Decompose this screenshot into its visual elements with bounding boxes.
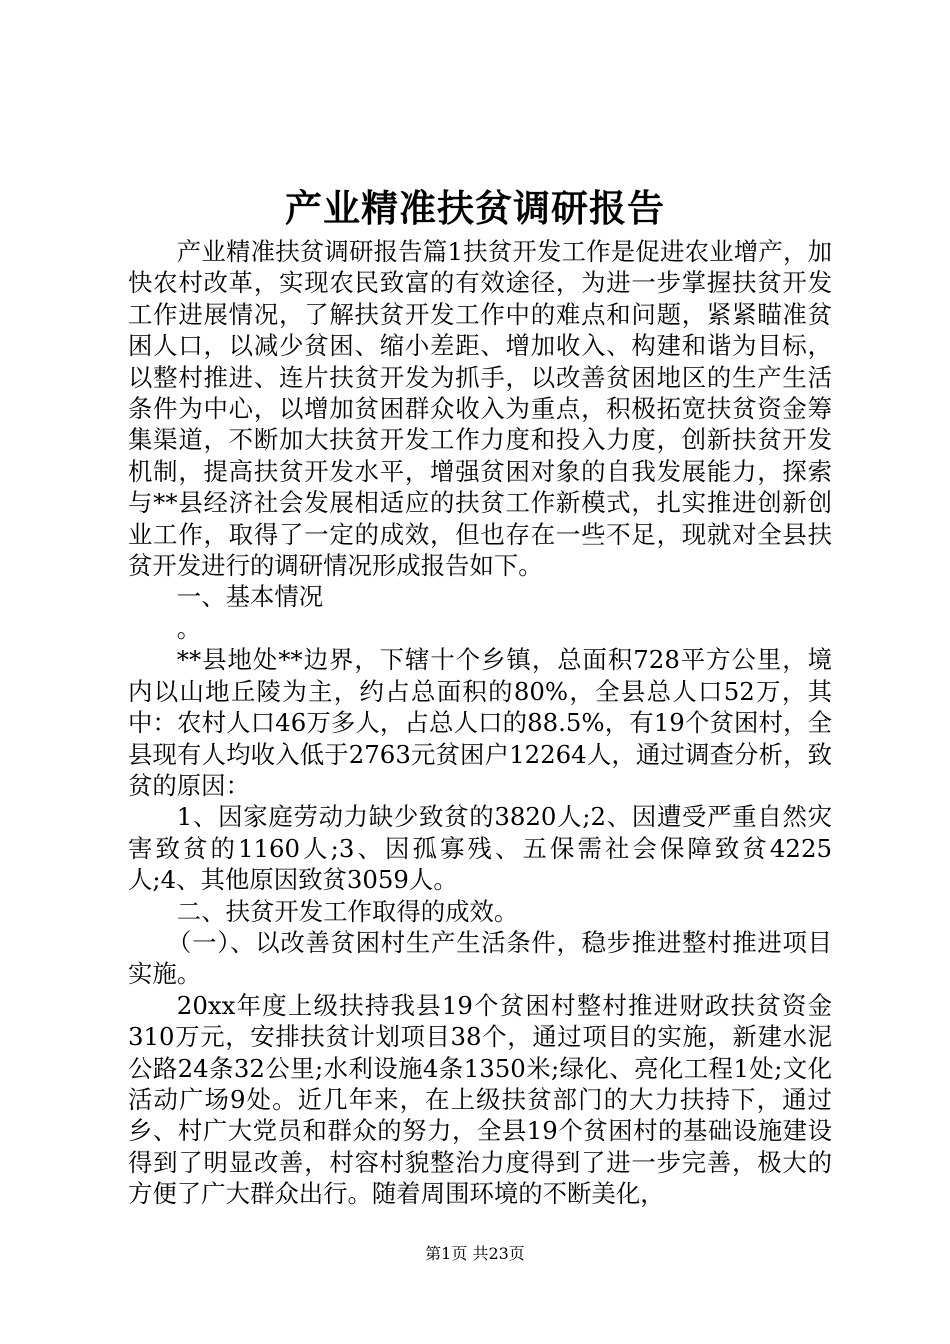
paragraph-funding-projects: 20xx年度上级扶持我县19个贫困村整村推进财政扶贫资金310万元，安排扶贫计划项目38个，通过项目的实施，新建水泥公路24条32公里;水利设施4条1350米;绿化、亮化工程1处;文化活动广场9处。近几年来，在上级扶贫部门的大力扶持下，通过乡、村广大党员和群众的努力，全县19个贫困村的基础设施建设得到了明显改善，村容村貌整治力度得到了进一步完善，极大的方便了广大群众出行。随着周围环境的不断美化， [128,990,832,1209]
paragraph-period: 。 [176,613,202,643]
heading-basic-situation: 一、基本情况 [176,582,324,612]
paragraph-intro: 产业精准扶贫调研报告篇1扶贫开发工作是促进农业增产，加快农村改革，实现农民致富的有效途径，为进一步掌握扶贫开发工作进展情况，了解扶贫开发工作中的难点和问题，紧紧瞄准贫困人口，以减少贫困、缩小差距、增加收入、构建和谐为目标，以整村推进、连片扶贫开发为抓手，以改善贫困地区的生产生活条件为中心，以增加贫困群众收入为重点，积极拓宽扶贫资金筹集渠道，不断加大扶贫开发工作力度和投入力度，创新扶贫开发机制，提高扶贫开发水平，增强贫困对象的自我发展能力，探索与**县经济社会发展相适应的扶贫工作新模式，扎实推进创新创业工作，取得了一定的成效，但也存在一些不足，现就对全县扶贫开发进行的调研情况形成报告如下。 [128,237,832,581]
document-title: 产业精准扶贫调研报告 [285,186,665,230]
paragraph-county-overview: **县地处**边界，下辖十个乡镇，总面积728平方公里，境内以山地丘陵为主，约占总面积的80%，全县总人口52万，其中：农村人口46万多人，占总人口的88.5%，有19个贫困村，全县现有人均收入低于2763元贫困户12264人，通过调查分析，致贫的原因： [128,645,832,800]
heading-achievements: 二、扶贫开发工作取得的成效。 [176,896,519,926]
subheading-village-conditions: （一）、以改善贫困村生产生活条件，稳步推进整村推进项目实施。 [128,927,832,989]
document-body [128,236,832,1210]
page-footer: 第1页 共23页 [425,1244,525,1263]
paragraph-poverty-causes: 1、因家庭劳动力缺少致贫的3820人;2、因遭受严重自然灾害致贫的1160人;3、因孤寡残、五保需社会保障致贫4225人;4、其他原因致贫3059人。 [128,802,832,895]
